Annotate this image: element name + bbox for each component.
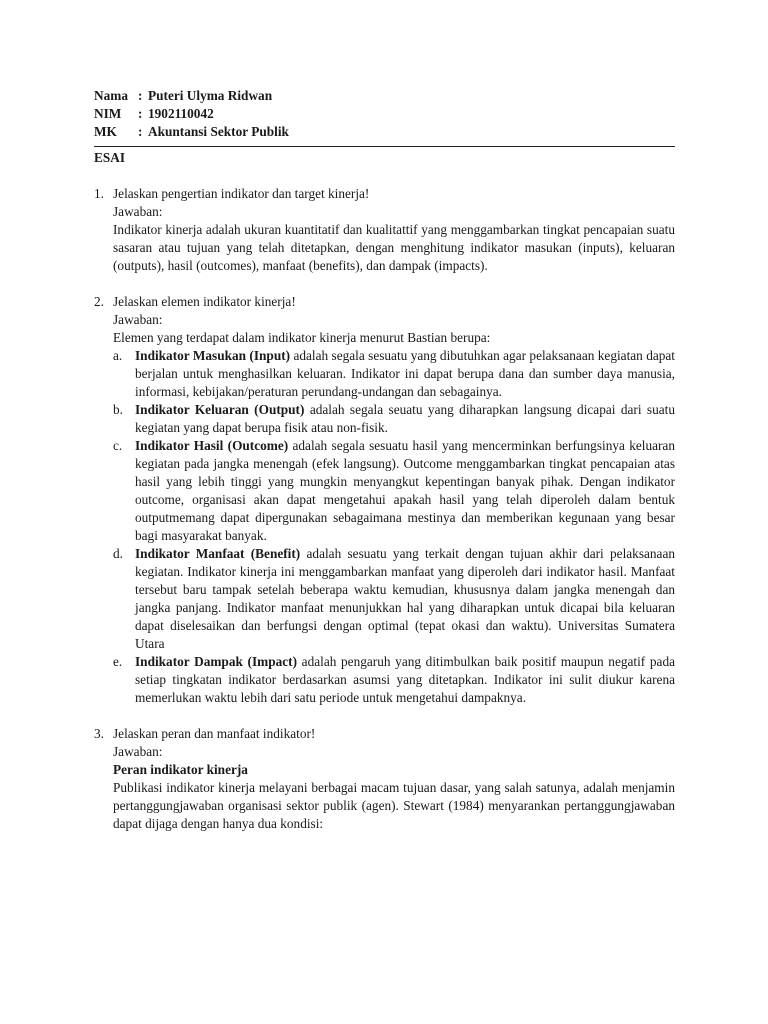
nim-colon: : <box>138 106 143 121</box>
name-colon: : <box>138 88 143 103</box>
question-3-subheading: Peran indikator kinerja <box>113 762 248 777</box>
list-item-text: adalah segala sesuatu hasil yang mencerminkan berfungsinya keluaran kegiatan pada jangka menengah (efek langsung). Outcome menggambarkan tingkat pencapaian atas hasil yang lebih tinggi yang mungkin menyangkut kepentingan banyak pihak. Dengan indikator outcome, organisasi akan dapat mengetahui apakah hasil yang telah diperoleh dalam bentuk outputmemang dapat dipergunakan sebagaimana mestinya dan memberikan kegunaan yang besar bagi masyarakat banyak. <box>135 438 675 543</box>
list-item-term: Indikator Masukan (Input) <box>135 348 291 363</box>
mk-value: Akuntansi Sektor Publik <box>148 124 289 139</box>
header-name-row <box>94 87 675 105</box>
list-item-text: adalah segala seuatu yang diharapkan langsung dicapai dari suatu kegiatan yang dapat berupa fisik atau non-fisik. <box>135 402 675 435</box>
list-item-letter: a. <box>113 348 123 363</box>
list-item-letter: d. <box>113 546 123 561</box>
list-item-letter: c. <box>113 438 123 453</box>
list-item-term: Indikator Keluaran (Output) <box>135 402 305 417</box>
document-content <box>94 87 675 833</box>
question-1-number: 1. <box>94 186 104 201</box>
name-label: Nama <box>94 88 128 103</box>
list-item-term: Indikator Hasil (Outcome) <box>135 438 289 453</box>
list-item <box>94 545 675 653</box>
question-3-text: Jelaskan peran dan manfaat indikator! <box>113 726 316 741</box>
list-item-term: Indikator Manfaat (Benefit) <box>135 546 301 561</box>
mk-label: MK <box>94 124 117 139</box>
list-item <box>94 437 675 545</box>
question-3-answer-label: Jawaban: <box>113 744 163 759</box>
list-item-letter: e. <box>113 654 123 669</box>
spacer <box>94 275 675 293</box>
header-divider <box>94 146 675 147</box>
question-2-answer-label: Jawaban: <box>113 312 163 327</box>
question-3 <box>94 725 675 833</box>
list-item-text: adalah sesuatu yang terkait dengan tujuan akhir dari pelaksanaan kegiatan. Indikator kinerja ini menggambarkan manfaat yang diperoleh dari indikator hasil. Manfaat tersebut baru tampak setelah beberapa waktu kemudian, khususnya dalam jangka menengah dan jangka panjang. Indikator manfaat menunjukkan hal yang diharapkan untuk dicapai bila keluaran dapat diselesaikan dan berfungsi dengan optimal (tepat okasi dan waktu). Universitas Sumatera Utara <box>135 546 676 651</box>
list-item-text: adalah pengaruh yang ditimbulkan baik positif maupun negatif pada setiap tingkatan indikator berdasarkan asumsi yang ditetapkan. Indikator ini sulit diukur karena memerlukan waktu lebih dari satu periode untuk mengetahui dampaknya. <box>135 654 675 705</box>
nim-label: NIM <box>94 106 122 121</box>
question-1-answer: Indikator kinerja adalah ukuran kuantitatif dan kualitattif yang menggambarkan tingkat pencapaian suatu sasaran atau tujuan yang telah ditetapkan, dengan menghitung indikator masukan (inputs), keluaran (outputs), hasil (outcomes), manfaat (benefits), dan dampak (impacts). <box>113 222 675 273</box>
question-2-text: Jelaskan elemen indikator kinerja! <box>113 294 296 309</box>
section-title: ESAI <box>94 150 126 165</box>
list-item <box>94 401 675 437</box>
name-value: Puteri Ulyma Ridwan <box>148 88 273 103</box>
question-1 <box>94 185 675 275</box>
list-item <box>94 347 675 401</box>
list-item-letter: b. <box>113 402 123 417</box>
question-1-text: Jelaskan pengertian indikator dan target kinerja! <box>113 186 370 201</box>
header-mk-row <box>94 123 675 141</box>
header-nim-row <box>94 105 675 123</box>
question-1-answer-label: Jawaban: <box>113 204 163 219</box>
question-2-intro: Elemen yang terdapat dalam indikator kinerja menurut Bastian berupa: <box>113 330 491 345</box>
question-2 <box>94 293 675 707</box>
list-item <box>94 653 675 707</box>
spacer <box>94 707 675 725</box>
mk-colon: : <box>138 124 143 139</box>
list-item-term: Indikator Dampak (Impact) <box>135 654 298 669</box>
spacer <box>94 167 675 185</box>
question-3-answer: Publikasi indikator kinerja melayani berbagai macam tujuan dasar, yang salah satunya, adalah menjamin pertanggungjawaban organisasi sektor publik (agen). Stewart (1984) menyarankan pertanggungjawaban dapat dijaga dengan hanya dua kondisi: <box>113 780 675 831</box>
question-2-number: 2. <box>94 294 104 309</box>
question-3-number: 3. <box>94 726 104 741</box>
nim-value: 1902110042 <box>148 106 214 121</box>
list-item-text: adalah segala sesuatu yang dibutuhkan agar pelaksanaan kegiatan dapat berjalan untuk menghasilkan keluaran. Indikator ini dapat berupa dana dan sumber daya manusia, informasi, kebijakan/peraturan perundang-undangan dan sebagainya. <box>135 348 675 399</box>
